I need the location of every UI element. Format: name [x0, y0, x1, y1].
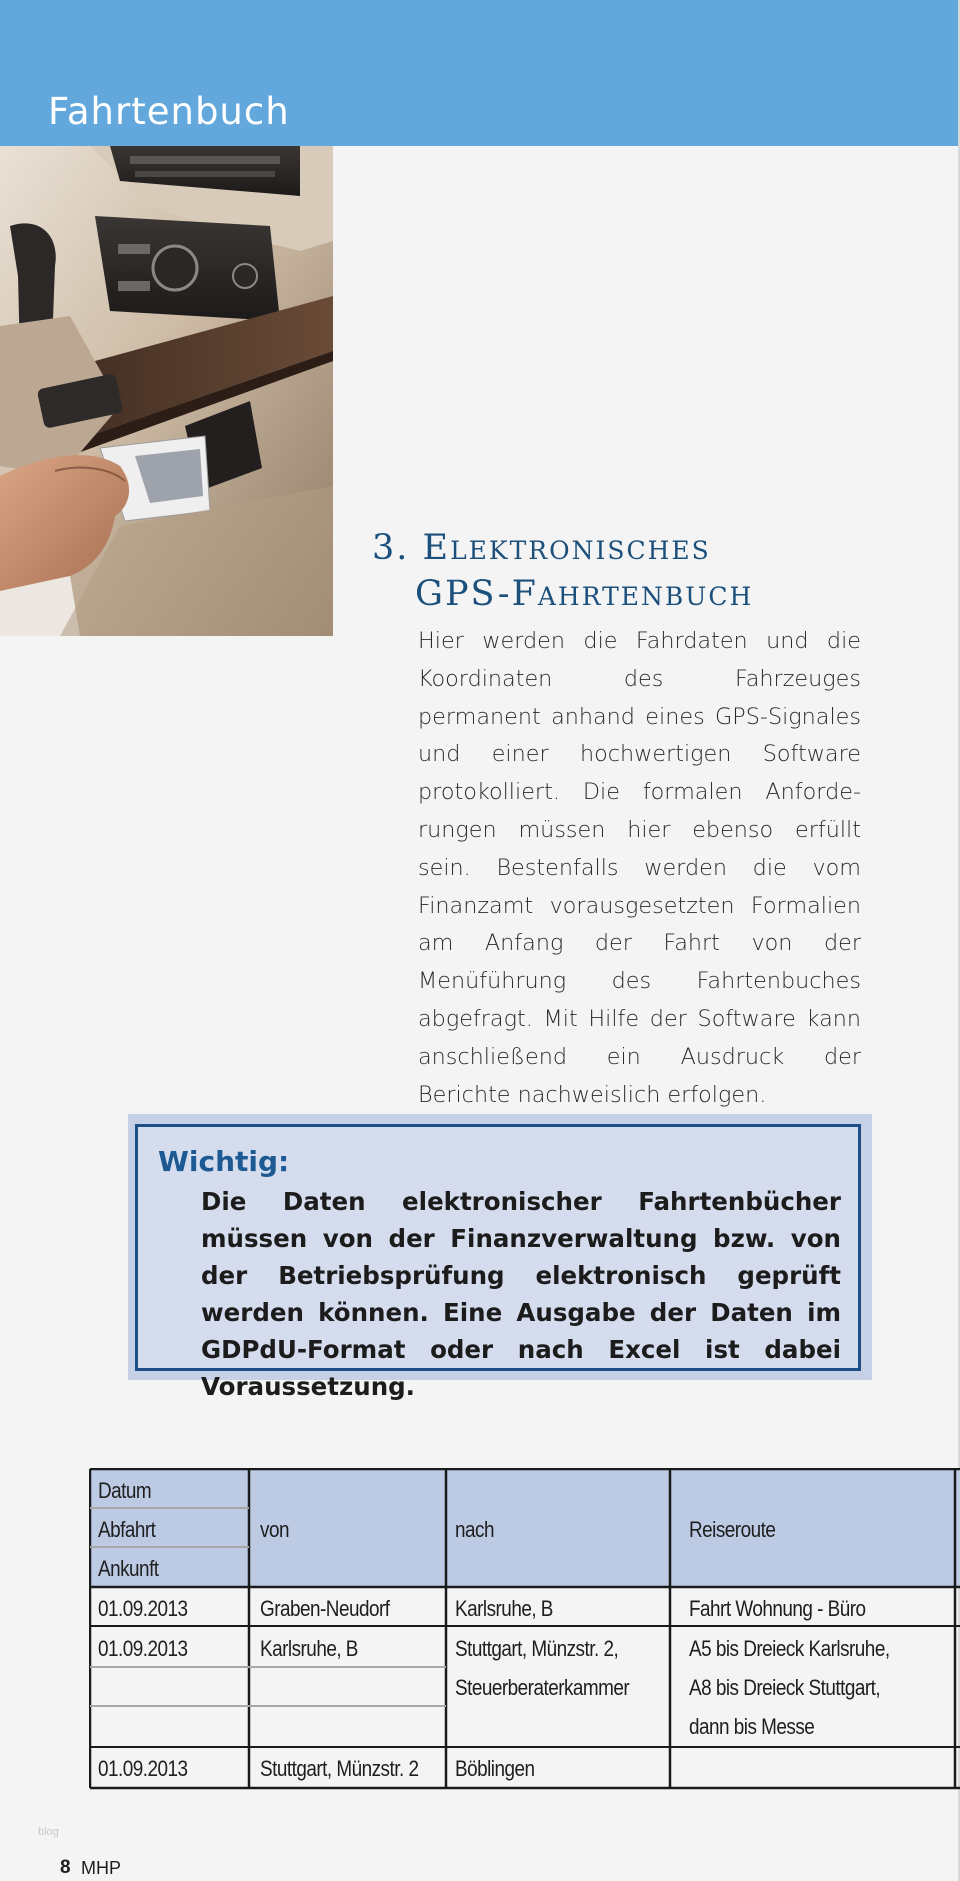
- row2-nach-line1: Stuttgart, Münzstr. 2,: [455, 1636, 619, 1661]
- header-nach: nach: [455, 1517, 494, 1542]
- car-interior-photo: [0, 146, 333, 636]
- callout-title: Wichtig:: [158, 1145, 290, 1178]
- header-von: von: [260, 1517, 289, 1542]
- header-ankunft: Ankunft: [98, 1556, 159, 1581]
- section-heading-line2: GPS-Fahrtenbuch: [415, 574, 754, 614]
- row2-datum: 01.09.2013: [98, 1636, 188, 1661]
- hand-inserting-card-icon: [0, 146, 333, 636]
- row2-route-line3: dann bis Messe: [689, 1714, 815, 1739]
- footer-brand: MHP: [81, 1858, 121, 1878]
- row2-route-line2: A8 bis Dreieck Stuttgart,: [689, 1675, 881, 1700]
- trip-log-table: [89, 1468, 960, 1790]
- header-abfahrt: Abfahrt: [98, 1517, 156, 1542]
- header-reiseroute: Reiseroute: [689, 1517, 776, 1542]
- header-bar: [0, 0, 960, 146]
- important-callout: [128, 1114, 872, 1401]
- row2-von: Karlsruhe, B: [260, 1636, 358, 1661]
- row1-von: Graben-Neudorf: [260, 1596, 390, 1621]
- page-title: Fahrtenbuch: [48, 90, 290, 133]
- header-datum: Datum: [98, 1478, 152, 1503]
- callout-frame: [135, 1124, 861, 1401]
- table-grid: [89, 1468, 960, 1790]
- row1-datum: 01.09.2013: [98, 1596, 188, 1621]
- section-heading: [372, 525, 932, 617]
- section-heading-line1: 3. Elektronisches: [372, 528, 711, 568]
- row1-route: Fahrt Wohnung - Büro: [689, 1596, 866, 1621]
- row3-von: Stuttgart, Münzstr. 2: [260, 1756, 419, 1781]
- row2-nach-line2: Steuerberaterkammer: [455, 1675, 630, 1700]
- watermark-text: blog: [38, 1826, 59, 1838]
- row3-datum: 01.09.2013: [98, 1756, 188, 1781]
- section-body-text: Hier werden die Fahrdaten und die Koordinaten des Fahrzeuges permanent anhand eines GPS-Signales und einer hochwertigen Software protokolliert. Die formalen Anforderungen müssen hier ebenso erfüllt sein. Bestenfalls werden die vom Finanzamt vorausgesetzten Formalien am Anfang der Fahrt von der Menüführung des Fahrtenbuches abgefragt. Mit Hilfe der Software kann anschließend ein Ausdruck der Berichte nachweislich erfolgen.: [418, 628, 861, 1108]
- row1-nach: Karlsruhe, B: [455, 1596, 553, 1621]
- row2-route-line1: A5 bis Dreieck Karlsruhe,: [689, 1636, 890, 1661]
- callout-text: Die Daten elektronischer Fahrtenbücher müssen von der Finanzverwaltung bzw. von der Betriebsprüfung elektronisch geprüft werden können. Eine Ausgabe der Daten im GDPdU-Format oder nach Excel ist dabei Voraussetzung.: [201, 1187, 841, 1401]
- page-number: 8: [60, 1857, 71, 1878]
- row3-nach: Böblingen: [455, 1756, 535, 1781]
